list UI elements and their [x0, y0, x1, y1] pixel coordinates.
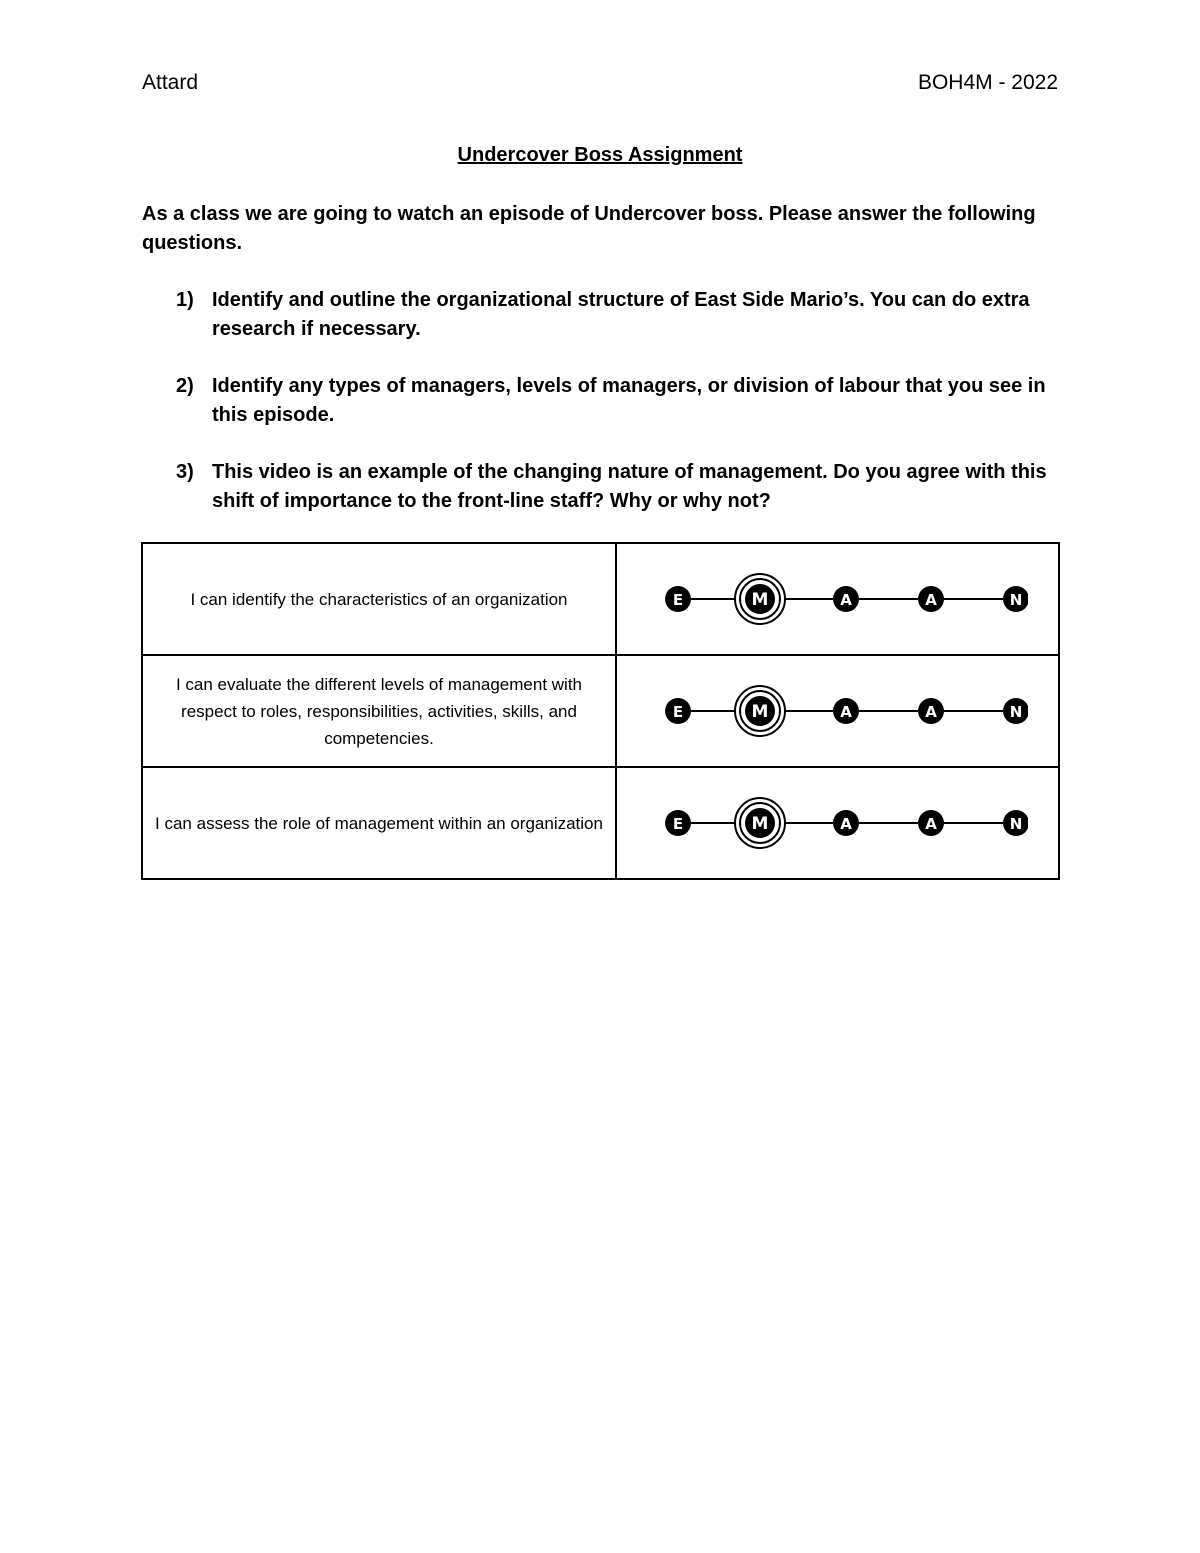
question-text: This video is an example of the changing nature of management. Do you agree with this shift of importance to the front-line staff? Why or why not? [212, 461, 1047, 512]
question-item [142, 372, 1058, 430]
scale-letter: A [839, 703, 852, 721]
scale-letter: N [1009, 815, 1022, 833]
scale-node-a [918, 698, 944, 724]
scale-letter: E [672, 815, 683, 833]
scale-letter: N [1009, 703, 1022, 721]
scale-node-m [735, 574, 785, 624]
scale-node-e [665, 586, 691, 612]
scale-letter: M [751, 590, 768, 610]
question-number: 1) [176, 289, 194, 311]
rubric-statement: I can identify the characteristics of an organization [142, 543, 616, 655]
scale-letter: A [924, 703, 937, 721]
scale-node-m [735, 798, 785, 848]
rubric-row [142, 543, 1059, 655]
emaan-scale-icon [648, 791, 1028, 855]
intro-paragraph: As a class we are going to watch an episode of Undercover boss. Please answer the following questions. [142, 203, 1036, 254]
rubric-row [142, 767, 1059, 879]
rubric-statement: I can assess the role of management within an organization [142, 767, 616, 879]
scale-letter: E [672, 703, 683, 721]
emaan-scale-cell [616, 543, 1059, 655]
scale-node-a [918, 586, 944, 612]
question-number: 3) [176, 461, 194, 483]
question-text: Identify any types of managers, levels of managers, or division of labour that you see in this episode. [212, 375, 1046, 426]
header-author: Attard [142, 71, 199, 94]
emaan-scale-icon [648, 679, 1028, 743]
rubric-statement: I can evaluate the different levels of management with respect to roles, responsibilities, activities, skills, and competencies. [142, 655, 616, 767]
question-item [142, 458, 1058, 516]
scale-node-n [1003, 586, 1028, 612]
emaan-scale-icon [648, 567, 1028, 631]
scale-node-a [833, 810, 859, 836]
scale-node-a [918, 810, 944, 836]
scale-letter: A [924, 591, 937, 609]
scale-letter: A [839, 815, 852, 833]
scale-node-a [833, 698, 859, 724]
question-item [142, 286, 1058, 344]
scale-node-m [735, 686, 785, 736]
header-course: BOH4M - 2022 [917, 71, 1058, 94]
scale-node-e [665, 698, 691, 724]
scale-letter: N [1009, 591, 1022, 609]
rubric-row [142, 655, 1059, 767]
emaan-scale-cell [616, 655, 1059, 767]
scale-node-e [665, 810, 691, 836]
scale-letter: A [924, 815, 937, 833]
rubric-table [141, 542, 1060, 880]
scale-letter: A [839, 591, 852, 609]
scale-letter: M [751, 814, 768, 834]
question-number: 2) [176, 375, 194, 397]
scale-letter: E [672, 591, 683, 609]
scale-node-a [833, 586, 859, 612]
scale-node-n [1003, 810, 1028, 836]
emaan-scale-cell [616, 767, 1059, 879]
scale-letter: M [751, 702, 768, 722]
scale-node-n [1003, 698, 1028, 724]
question-text: Identify and outline the organizational structure of East Side Mario’s. You can do extra research if necessary. [212, 289, 1030, 340]
page-title: Undercover Boss Assignment [457, 144, 743, 166]
question-list [142, 286, 1058, 544]
